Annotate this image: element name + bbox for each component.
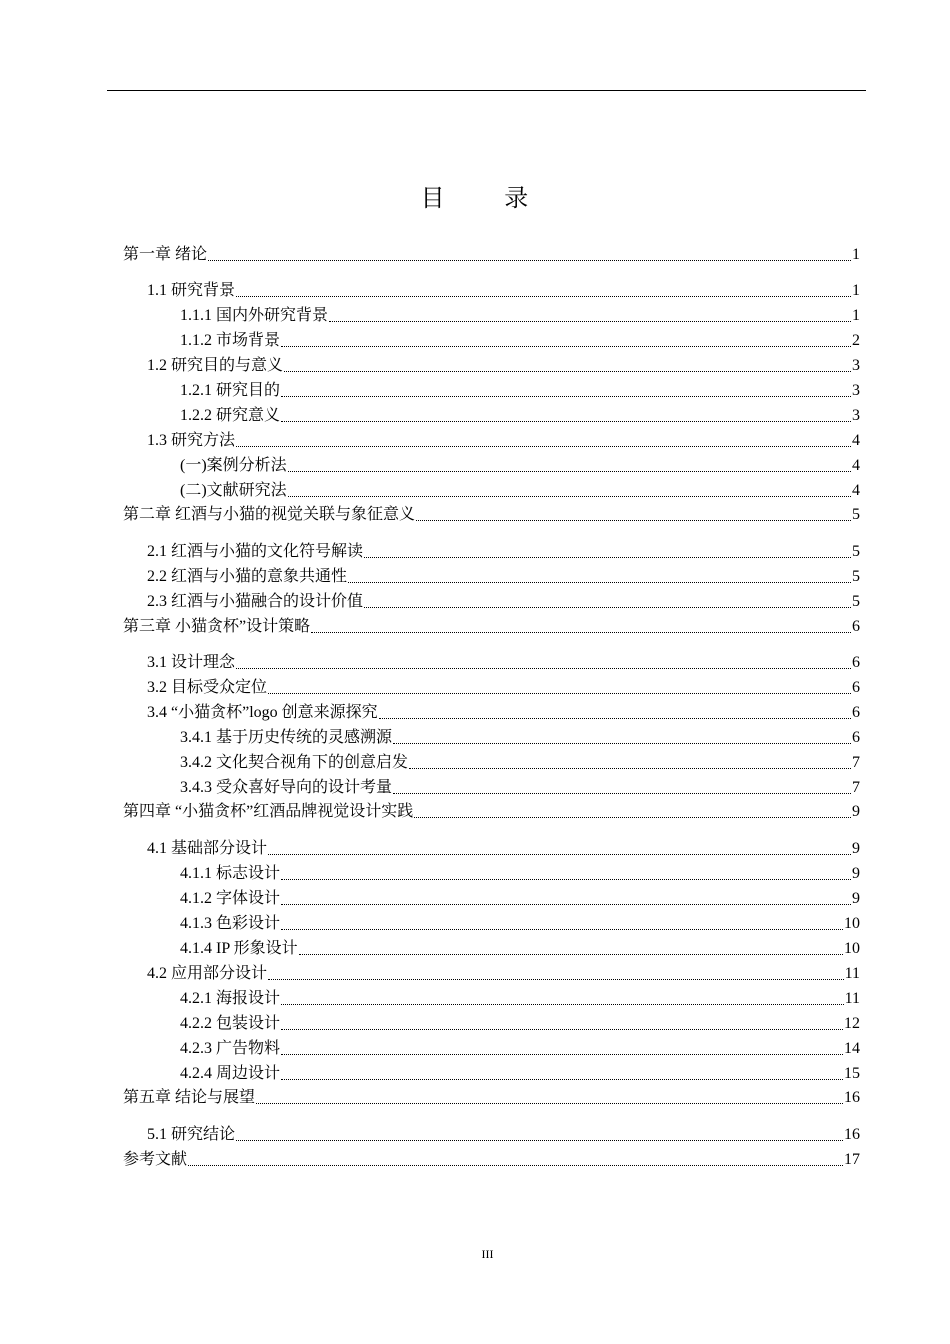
- toc-entry-label: 第五章 结论与展望: [123, 1089, 256, 1106]
- toc-entry[interactable]: [180, 887, 860, 911]
- toc-entry-label: 1.2.2 研究意义: [180, 407, 281, 424]
- toc-entry-label: 4.1.1 标志设计: [180, 865, 281, 882]
- toc-entry-label: 1.1.2 市场背景: [180, 332, 281, 349]
- dot-leader: [281, 346, 851, 347]
- toc-entry-label: 1.1.1 国内外研究背景: [180, 307, 329, 324]
- toc-entry-label: 第三章 小猫贪杯”设计策略: [123, 618, 311, 635]
- toc-entry-label: 参考文献: [123, 1151, 188, 1168]
- dot-leader: [379, 718, 851, 719]
- dot-leader: [281, 1004, 844, 1005]
- toc-entry[interactable]: [123, 800, 860, 824]
- dot-leader: [236, 668, 851, 669]
- toc-entry-page: 6: [852, 729, 860, 746]
- dot-leader: [281, 421, 851, 422]
- toc-entry-page: 17: [844, 1151, 860, 1168]
- dot-leader: [256, 1103, 843, 1104]
- toc-entry[interactable]: [180, 329, 860, 353]
- toc-entry-page: 6: [852, 704, 860, 721]
- dot-leader: [281, 929, 843, 930]
- toc-entry-label: 4.2.1 海报设计: [180, 990, 281, 1007]
- toc-entry-label: 第四章 “小猫贪杯”红酒品牌视觉设计实践: [123, 803, 414, 820]
- toc-entry[interactable]: [147, 590, 860, 614]
- toc-entry-page: 3: [852, 357, 860, 374]
- toc-entry[interactable]: [180, 1062, 860, 1086]
- toc-entry-label: 3.4.1 基于历史传统的灵感溯源: [180, 729, 393, 746]
- dot-leader: [281, 1054, 843, 1055]
- dot-leader: [284, 371, 851, 372]
- dot-leader: [281, 879, 851, 880]
- dot-leader: [208, 260, 851, 261]
- toc-entry[interactable]: [180, 479, 860, 503]
- toc-entry-label: (一)案例分析法: [180, 457, 287, 474]
- toc-entry-page: 6: [852, 654, 860, 671]
- toc-entry-page: 7: [852, 754, 860, 771]
- toc-entry-page: 3: [852, 407, 860, 424]
- dot-leader: [268, 854, 851, 855]
- toc-entry-page: 16: [844, 1089, 860, 1106]
- toc-entry[interactable]: [180, 1012, 860, 1036]
- dot-leader: [281, 1029, 843, 1030]
- toc-entry[interactable]: [147, 279, 860, 303]
- toc-entry[interactable]: [180, 776, 860, 800]
- toc-entry[interactable]: [180, 987, 860, 1011]
- toc-entry-page: 6: [852, 679, 860, 696]
- toc-entry[interactable]: [147, 540, 860, 564]
- dot-leader: [329, 321, 851, 322]
- page-title: 目 录: [420, 184, 555, 212]
- dot-leader: [288, 471, 851, 472]
- toc-entry[interactable]: [147, 701, 860, 725]
- dot-leader: [281, 904, 851, 905]
- dot-leader: [364, 557, 851, 558]
- toc-entry-label: 4.1 基础部分设计: [147, 840, 268, 857]
- toc-entry-label: (二)文献研究法: [180, 482, 287, 499]
- toc-entry[interactable]: [180, 937, 860, 961]
- toc-entry-label: 1.2.1 研究目的: [180, 382, 281, 399]
- toc-entry[interactable]: [123, 243, 860, 267]
- toc-entry-label: 2.1 红酒与小猫的文化符号解读: [147, 543, 364, 560]
- toc-entry[interactable]: [180, 1037, 860, 1061]
- toc-entry[interactable]: [180, 726, 860, 750]
- dot-leader: [281, 396, 851, 397]
- toc-entry-page: 9: [852, 865, 860, 882]
- toc-entry[interactable]: [147, 962, 860, 986]
- toc-entry-page: 16: [844, 1126, 860, 1143]
- toc-entry-label: 4.2.3 广告物料: [180, 1040, 281, 1057]
- toc-entry[interactable]: [147, 354, 860, 378]
- toc-entry[interactable]: [180, 751, 860, 775]
- toc-entry-label: 2.3 红酒与小猫融合的设计价值: [147, 593, 364, 610]
- toc-entry-label: 1.1 研究背景: [147, 282, 236, 299]
- toc-entry-label: 3.2 目标受众定位: [147, 679, 268, 696]
- toc-entry-page: 14: [844, 1040, 860, 1057]
- toc-entry-label: 4.2 应用部分设计: [147, 965, 268, 982]
- toc-entry-page: 6: [852, 618, 860, 635]
- toc-entry-page: 12: [844, 1015, 860, 1032]
- toc-entry[interactable]: [180, 912, 860, 936]
- page-number-footer: III: [481, 1247, 494, 1261]
- toc-entry[interactable]: [123, 503, 860, 527]
- toc-entry-page: 11: [844, 965, 860, 982]
- toc-entry-page: 15: [844, 1065, 860, 1082]
- dot-leader: [393, 743, 851, 744]
- dot-leader: [299, 954, 843, 955]
- dot-leader: [311, 632, 851, 633]
- dot-leader: [414, 817, 851, 818]
- toc-entry-page: 1: [852, 246, 860, 263]
- toc-entry-page: 4: [852, 482, 860, 499]
- dot-leader: [348, 582, 851, 583]
- toc-entry-page: 4: [852, 432, 860, 449]
- toc-entry-label: 3.4.2 文化契合视角下的创意启发: [180, 754, 409, 771]
- toc-entry-page: 4: [852, 457, 860, 474]
- toc-entry-page: 10: [844, 940, 860, 957]
- toc-entry[interactable]: [180, 454, 860, 478]
- toc-entry-page: 11: [844, 990, 860, 1007]
- toc-entry-label: 1.3 研究方法: [147, 432, 236, 449]
- toc-entry-label: 3.4 “小猫贪杯”logo 创意来源探究: [147, 704, 378, 721]
- toc-entry-label: 1.2 研究目的与意义: [147, 357, 284, 374]
- toc-entry[interactable]: [180, 304, 860, 328]
- toc-entry-label: 4.1.4 IP 形象设计: [180, 940, 298, 957]
- toc-entry[interactable]: [147, 676, 860, 700]
- toc-entry-page: 9: [852, 840, 860, 857]
- toc-entry[interactable]: [147, 1123, 860, 1147]
- toc-entry[interactable]: [147, 651, 860, 675]
- toc-entry-label: 2.2 红酒与小猫的意象共通性: [147, 568, 348, 585]
- toc-entry-label: 4.1.3 色彩设计: [180, 915, 281, 932]
- toc-entry-page: 9: [852, 890, 860, 907]
- toc-entry[interactable]: [123, 615, 860, 639]
- toc-entry-label: 3.4.3 受众喜好导向的设计考量: [180, 779, 393, 796]
- dot-leader: [416, 520, 851, 521]
- dot-leader: [364, 607, 851, 608]
- toc-entry[interactable]: [180, 862, 860, 886]
- toc-entry[interactable]: [123, 1148, 860, 1172]
- toc-entry-page: 5: [852, 593, 860, 610]
- toc-entry-page: 5: [852, 506, 860, 523]
- dot-leader: [188, 1165, 843, 1166]
- dot-leader: [409, 768, 851, 769]
- toc-entry[interactable]: [180, 379, 860, 403]
- toc-entry-label: 第一章 绪论: [123, 246, 208, 263]
- dot-leader: [281, 1079, 843, 1080]
- toc-entry[interactable]: [123, 1086, 860, 1110]
- toc-entry[interactable]: [147, 565, 860, 589]
- toc-entry[interactable]: [180, 404, 860, 428]
- dot-leader: [288, 496, 851, 497]
- toc-entry-page: 7: [852, 779, 860, 796]
- toc-entry-label: 5.1 研究结论: [147, 1126, 236, 1143]
- toc-entry-page: 1: [852, 282, 860, 299]
- toc-entry-page: 5: [852, 568, 860, 585]
- dot-leader: [236, 1140, 843, 1141]
- toc-entry-page: 9: [852, 803, 860, 820]
- toc-entry-label: 4.1.2 字体设计: [180, 890, 281, 907]
- toc-entry-page: 1: [852, 307, 860, 324]
- toc-entry-label: 4.2.4 周边设计: [180, 1065, 281, 1082]
- dot-leader: [268, 693, 851, 694]
- toc-entry-page: 5: [852, 543, 860, 560]
- toc-entry-label: 4.2.2 包装设计: [180, 1015, 281, 1032]
- dot-leader: [268, 979, 844, 980]
- dot-leader: [236, 296, 851, 297]
- toc-entry-page: 10: [844, 915, 860, 932]
- toc-entry-label: 第二章 红酒与小猫的视觉关联与象征意义: [123, 506, 416, 523]
- dot-leader: [236, 446, 851, 447]
- dot-leader: [393, 793, 851, 794]
- toc-entry[interactable]: [147, 837, 860, 861]
- toc-entry-label: 3.1 设计理念: [147, 654, 236, 671]
- toc-entry-page: 2: [852, 332, 860, 349]
- toc-entry-page: 3: [852, 382, 860, 399]
- toc-entry[interactable]: [147, 429, 860, 453]
